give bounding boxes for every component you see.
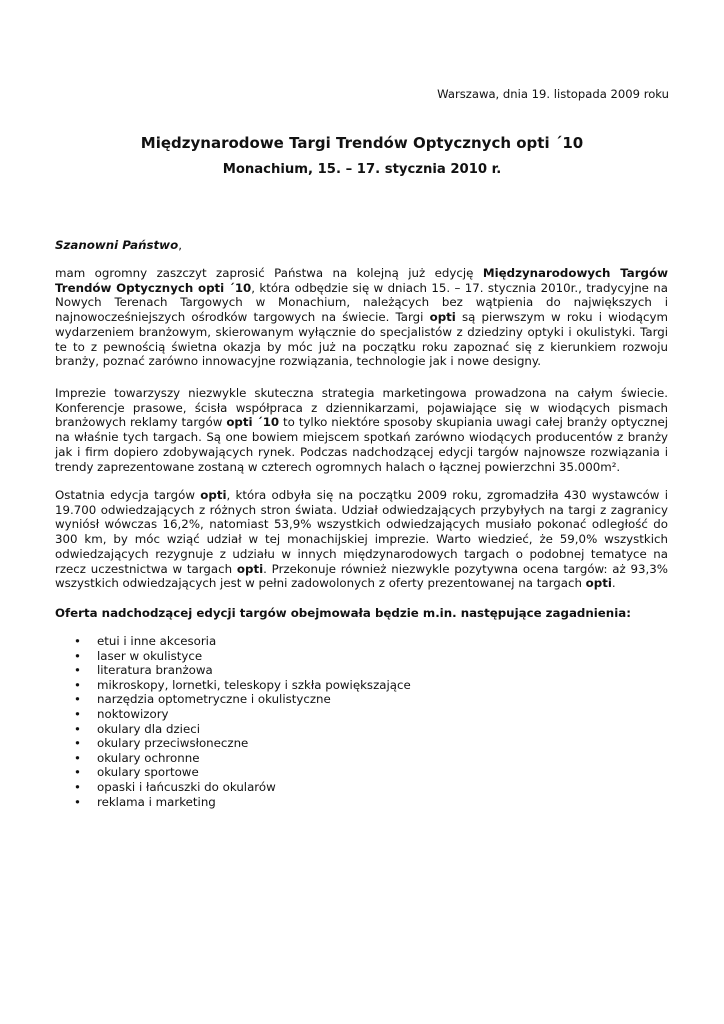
list-item <box>55 649 411 664</box>
paragraph-marketing <box>55 386 668 474</box>
p3-text-1: Ostatnia edycja targów <box>55 488 201 502</box>
list-item-label: mikroskopy, lornetki, teleskopy i szkła powiększające <box>97 677 411 692</box>
bullet-icon: • <box>74 692 81 707</box>
p1-text-1: mam ogromny zaszczyt zaprosić Państwa na kolejną już edycję <box>55 266 483 280</box>
list-item <box>55 722 411 737</box>
list-item-label: literatura branżowa <box>97 663 213 678</box>
list-item <box>55 707 411 722</box>
p3-bold-2: opti <box>236 561 264 576</box>
p3-text-2: , która odbyła się na początku 2009 roku, zgromadziła 430 wystawców i 19.700 odwiedzających z różnych stron świata. Udział odwiedzających przybyłych na targi z zagranicy wyniósł wówczas 16,2%, natomiast 53,9% wszystkich odwiedzających musiało pokonać odległość do 300 km, by móc wziąć udział w tej monachijskiej imprezie. Warto wiedzieć, że 59,0% wszystkich odwiedzających rezygnuje z udziału w innych międzynarodowych targach o podobnej tematyce na rzecz uczestnictwa w targach <box>55 488 669 576</box>
paragraph-statistics <box>55 488 668 591</box>
list-item-label: etui i inne akcesoria <box>97 634 217 648</box>
list-item-label: narzędzia optometryczne i okulistyczne <box>97 692 331 707</box>
bullet-icon: • <box>74 634 81 648</box>
greeting-name: Szanowni Państwo <box>55 238 179 252</box>
p1-text-2: , która odbędzie się w dniach 15. – 17. stycznia 2010r., tradycyjne na Nowych Terenach Targowych w Monachium, należących bez wątpienia do największych i najnowocześniejszych ośrodków targowych na świecie. Targi <box>55 280 668 325</box>
p2-bold-1: opti ´10 <box>226 415 280 430</box>
list-item <box>55 678 411 693</box>
list-item <box>55 751 411 766</box>
list-item <box>55 736 411 751</box>
bullet-icon: • <box>74 721 81 736</box>
document-subtitle: Monachium, 15. – 17. stycznia 2010 r. <box>222 162 502 177</box>
list-item-label: opaski i łańcuszki do okularów <box>97 779 276 794</box>
p1-bold-1: Międzynarodowych Targów Trendów Optycznych opti ´10 <box>55 266 668 295</box>
date-line: Warszawa, dnia 19. listopada 2009 roku <box>437 87 669 101</box>
bullet-icon: • <box>74 677 81 692</box>
p1-bold-2: opti <box>429 310 456 325</box>
bullet-icon: • <box>74 794 81 809</box>
list-item-label: laser w okulistyce <box>97 648 203 663</box>
greeting-comma: , <box>178 238 182 252</box>
p1-text-3: są pierwszym w roku i wiodącym wydarzeniem branżowym, skierowanym wyłącznie do specjalistów z dziedziny optyki i okulistyki. Targi te to z pewnością świetna okazja by móc już na początku roku zapoznać się z kierunkiem rozwoju branży, poznać zarówno innowacyjne rozwiązania, technologie jak i nowe designy. <box>55 310 668 369</box>
list-item <box>55 634 411 649</box>
p3-bold-3: opti <box>585 576 612 591</box>
bullet-icon: • <box>74 648 81 663</box>
list-item-label: reklama i marketing <box>97 794 216 809</box>
bullet-icon: • <box>74 736 81 751</box>
list-item <box>55 765 411 780</box>
bullet-icon: • <box>74 765 81 780</box>
bullet-icon: • <box>74 779 81 794</box>
list-item-label: okulary dla dzieci <box>97 721 200 736</box>
bullet-icon: • <box>74 750 81 765</box>
p2-text-1: Imprezie towarzyszy niezwykle skuteczna strategia marketingowa prowadzona na całym świecie. Konferencje prasowe, ścisła współpraca z dziennikarzami, pojawiające się w wiodących pismach branżowych reklamy targów <box>55 386 668 430</box>
topics-list <box>55 634 411 809</box>
list-item <box>55 692 411 707</box>
list-item-label: okulary ochronne <box>97 750 200 765</box>
list-item <box>55 780 411 795</box>
greeting <box>55 238 182 252</box>
list-item-label: okulary sportowe <box>97 765 199 780</box>
offer-heading: Oferta nadchodzącej edycji targów obejmowała będzie m.in. następujące zagadnienia: <box>55 606 631 620</box>
list-item <box>55 795 411 810</box>
bullet-icon: • <box>74 663 81 678</box>
p2-text-2: to tylko niektóre sposoby skupiania uwagi całej branży optycznej na właśnie tych targach. Są one bowiem miejscem spotkań zarówno wiodących producentów z branży jak i firm dopiero zdobywających rynek. Podczas nadchodzącej edycji targów najnowsze rozwiązania i trendy zaprezentowane zostaną w czterech ogromnych halach o łącznej powierzchni 35.000m². <box>55 415 668 474</box>
list-item <box>55 663 411 678</box>
paragraph-invitation <box>55 266 668 369</box>
p3-text-3: . Przekonuje również niezwykle pozytywna ocena targów: aż 93,3% wszystkich odwiedzających jest w pełni zadowolonych z oferty prezentowanej na targach <box>55 561 668 591</box>
list-item-label: noktowizory <box>97 706 169 721</box>
p3-text-4: . <box>611 576 616 591</box>
document-title: Międzynarodowe Targi Trendów Optycznych opti ´10 <box>140 134 584 152</box>
list-item-label: okulary przeciwsłoneczne <box>97 736 249 751</box>
p3-bold-1: opti <box>200 488 227 502</box>
bullet-icon: • <box>74 706 81 721</box>
